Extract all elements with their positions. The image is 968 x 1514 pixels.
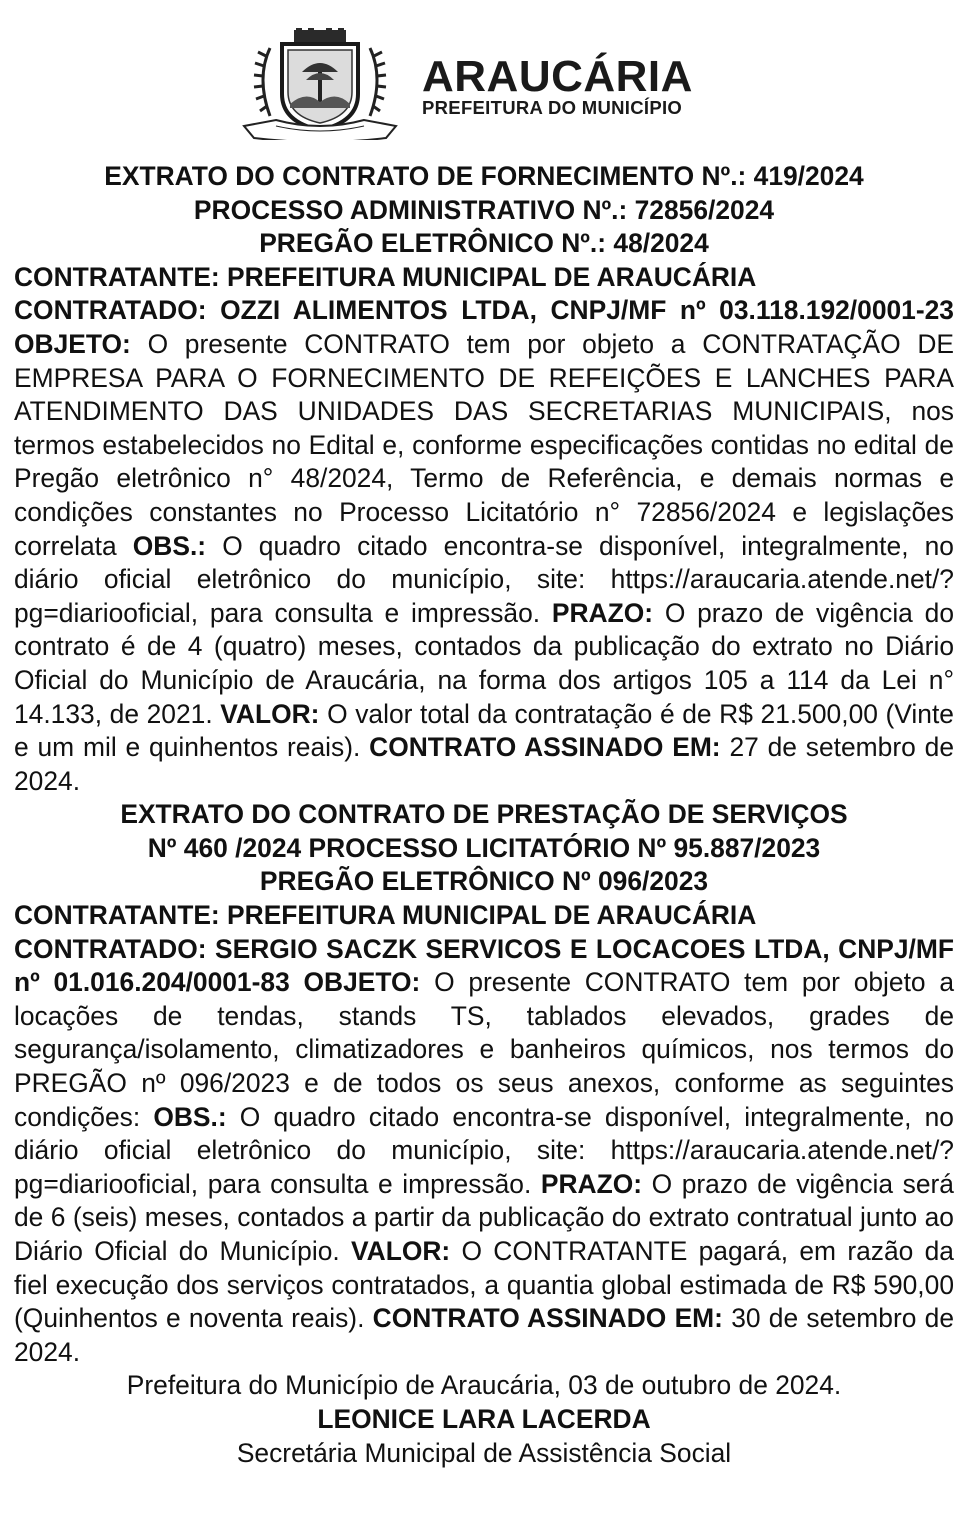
extract-1-body [14, 294, 954, 798]
brand [422, 52, 693, 118]
extract-1-contratante: CONTRATANTE: PREFEITURA MUNICIPAL DE ARAUCÁRIA [14, 261, 757, 292]
extract-2-assinado-label: CONTRATO ASSINADO EM: [372, 1303, 723, 1334]
extract-1-title-line-1: EXTRATO DO CONTRATO DE FORNECIMENTO Nº.: 419/2024 [104, 161, 864, 191]
header [14, 0, 954, 160]
extract-1-prazo-text: O prazo de vigência do contrato é de 4 (quatro) meses, contados da publicação do extrato no Diário Oficial do Município de Araucária, na forma dos artigos 105 a 114 da Lei n° 14.133, de 2021. [14, 597, 954, 729]
extract-2-obs-label: OBS.: [153, 1101, 227, 1132]
document-body [14, 160, 954, 1470]
footer-place-date: Prefeitura do Município de Araucária, 03 de outubro de 2024. [126, 1370, 842, 1401]
extract-1-title-line-3: PREGÃO ELETRÔNICO Nº.: 48/2024 [259, 228, 709, 259]
extract-1-valor-label: VALOR: [220, 698, 320, 729]
extract-1-obs-text: O quadro citado encontra-se disponível, integralmente, no diário oficial eletrônico do município, site: https://araucaria.atende.net/?pg=diariooficial, para consulta e impressão. [14, 530, 954, 628]
extract-1-obs-label: OBS.: [132, 530, 207, 561]
extract-2-objeto-label: OBJETO: [303, 967, 421, 998]
extract-2-valor-label: VALOR: [351, 1236, 451, 1266]
footer-signer-role: Secretária Municipal de Assistência Social [236, 1437, 732, 1468]
brand-subtitle: PREFEITURA DO MUNICÍPIO [422, 97, 683, 118]
extract-2-contratante: CONTRATANTE: PREFEITURA MUNICIPAL DE ARAUCÁRIA [14, 900, 757, 931]
extract-2-obs-text: O quadro citado encontra-se disponível, integralmente, no diário oficial eletrônico do município, site: https://araucaria.atende.net/?pg=diariooficial, para consulta e impressão. [14, 1101, 954, 1199]
footer-signer-name: LEONICE LARA LACERDA [317, 1403, 651, 1434]
extract-1-assinado-text: 27 de setembro de 2024. [14, 732, 954, 796]
municipal-coat-of-arms-icon [236, 28, 404, 140]
extract-2-title-line-1: EXTRATO DO CONTRATO DE PRESTAÇÃO DE SERVIÇOS [120, 799, 848, 830]
extract-1-valor-text: O valor total da contratação é de R$ 21.500,00 (Vinte e um mil e quinhentos reais). [14, 698, 954, 763]
extract-2-assinado-text: 30 de setembro de 2024. [14, 1303, 954, 1367]
extract-1-prazo-label: PRAZO: [551, 597, 654, 628]
extract-1-assinado-label: CONTRATO ASSINADO EM: [369, 732, 721, 763]
extract-2-prazo-text: O prazo de vigência será de 6 (seis) meses, contados a partir da publicação do extrato contratual junto ao Diário Oficial do Município. [14, 1168, 954, 1266]
extract-2-objeto-text: O presente CONTRATO tem por objeto a locações de tendas, stands TS, tablados elevados, grades de segurança/isolamento, climatizadores e banheiros químicos, nos termos do PREGÃO nº 096/2023 e de todos os seus anexos, conforme as seguintes condições: [14, 967, 955, 1132]
extract-2-body [14, 933, 954, 1370]
extract-1-title [14, 160, 954, 261]
extract-2-title-line-2: Nº 460 /2024 PROCESSO LICITATÓRIO Nº 95.887/2023 [147, 832, 821, 863]
extract-1-objeto-text: O presente CONTRATO tem por objeto a CONTRATAÇÃO DE EMPRESA PARA O FORNECIMENTO DE REFEIÇÕES E LANCHES PARA ATENDIMENTO DAS UNIDADES DAS SECRETARIAS MUNICIPAIS, nos termos estabelecidos no Edital e, conforme especificações contidas no edital de Pregão eletrônico n° 48/2024, Termo de Referência, e demais normas e condições constantes no Processo Licitatório n° 72856/2024 e legislações correlata [14, 328, 954, 561]
extract-2-contratado: CONTRATADO: SERGIO SACZK SERVICOS E LOCACOES LTDA, CNPJ/MF nº 01.016.204/0001-83 [14, 933, 954, 998]
extract-2-title-line-3: PREGÃO ELETRÔNICO Nº 096/2023 [259, 866, 709, 897]
extract-2-title [14, 798, 954, 899]
extract-1-title-line-2: PROCESSO ADMINISTRATIVO Nº.: 72856/2024 [193, 194, 775, 225]
extract-2-prazo-label: PRAZO: [540, 1168, 643, 1199]
extract-2-valor-text: O CONTRATANTE pagará, em razão da fiel execução dos serviços contratados, a quantia global estimada de R$ 590,00 (Quinhentos e noventa reais). [14, 1236, 954, 1334]
extract-1-contratado: CONTRATADO: OZZI ALIMENTOS LTDA, CNPJ/MF nº 03.118.192/0001-23 [14, 295, 954, 326]
extract-1-objeto-label: OBJETO: [14, 328, 131, 359]
brand-name: ARAUCÁRIA [422, 52, 693, 101]
